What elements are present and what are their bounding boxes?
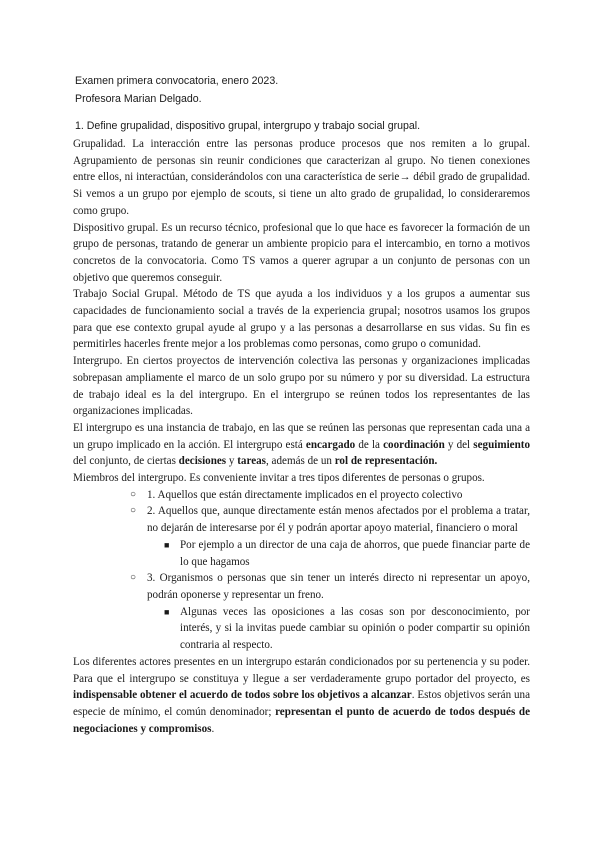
bold-acuerdo-objetivos: indispensable obtener el acuerdo de todos sobre los objetivos a alcanzar [73, 689, 412, 702]
circle-bullet-icon: ○ [130, 572, 137, 584]
bold-seguimiento: seguimiento [473, 438, 530, 451]
exam-header [75, 72, 535, 108]
professor-name: Profesora Marian Delgado. [75, 93, 202, 105]
text-run: El intergrupo es una instancia de trabajo, en las que se reúnen las personas que representan cada una a un grupo implicado en la acción. El intergrupo está [73, 421, 530, 451]
paragraph-actores [73, 654, 530, 738]
sub-list-item-text: Algunas veces las oposiciones a las cosas son por desconocimiento, por interés, y si la invitas puede cambiar su opinión o poder compartir su opinión contraria al respecto. [180, 605, 530, 652]
text-run: y [226, 455, 238, 468]
sub-list-item-text: Por ejemplo a un director de una caja de ahorros, que puede financiar parte de lo que hagamos [180, 538, 530, 568]
sub-list-item [147, 537, 530, 570]
bold-tareas: tareas [237, 455, 266, 468]
list-item [73, 570, 530, 654]
sub-list-item [147, 604, 530, 654]
circle-bullet-icon: ○ [130, 488, 137, 500]
bold-encargado: encargado [305, 438, 356, 451]
text-run: de la [355, 438, 384, 451]
paragraph-dispositivo-grupal: Dispositivo grupal. Es un recurso técnico, profesional que lo que hace es favorecer la formación de un grupo de personas, tratando de generar un ambiente propicio para el intercambio, en torno a motivos concretos de la convocatoria. Como TS vamos a querer agrupar a un conjunto de personas con un objetivo que queremos conseguir. [73, 221, 530, 284]
square-bullet-icon: ■ [164, 539, 170, 550]
text-run: . [211, 722, 215, 735]
text-run: Los diferentes actores presentes en un intergrupo estarán condicionados por su pertenencia y su poder. Para que el intergrupo se constituya y llegue a ser verdaderamente grupo portador del proyecto, es [73, 655, 530, 685]
bold-decisiones: decisiones [178, 455, 227, 468]
text-run: , además de un [266, 455, 335, 468]
paragraph-instancia [73, 420, 530, 470]
bold-rol-representacion: rol de representación. [334, 455, 438, 468]
square-bullet-icon: ■ [164, 606, 170, 617]
list-item-text: 3. Organismos o personas que sin tener un interés directo ni representar un apoyo, podrán oponerse y representar un freno. [147, 572, 530, 601]
list-item-text: 2. Aquellos que, aunque directamente están menos afectados por el problema a tratar, no dejarán de interesarse por él y podrán aportar apoyo material, financiero o moral [147, 505, 530, 535]
circle-bullet-icon: ○ [130, 505, 137, 517]
list-item [73, 503, 530, 570]
sub-list [147, 537, 530, 570]
paragraph-miembros: Miembros del intergrupo. Es conveniente invitar a tres tipos diferentes de personas o grupos. [73, 472, 485, 485]
sub-list [147, 604, 530, 654]
exam-title: Examen primera convocatoria, enero 2023. [75, 75, 279, 87]
bold-punto-acuerdo: representan el punto de acuerdo de todos después de negociaciones y compromisos [73, 705, 530, 735]
bold-coordinacion: coordinación [383, 438, 445, 451]
paragraph-grupalidad: Grupalidad. La interacción entre las personas produce procesos que nos remiten a lo grupal. Agrupamiento de personas sin reunir condiciones que caracterizan al grupo. No tienen conexiones entre ellos, ni interactúan, considerándolos con una característica de serie→ débil grado de grupalidad. Si vemos a un grupo por ejemplo de scouts, si tiene un alto grado de grupalidad, lo consideraremos como grupo. [73, 138, 530, 217]
text-run: y del [444, 438, 474, 451]
text-run: . Estos objetivos serán una especie de mínimo, el común denominador; [73, 689, 531, 718]
text-run: del conjunto, de ciertas [73, 455, 179, 468]
members-list [73, 487, 530, 654]
answer-body [73, 136, 530, 737]
list-item-text: 1. Aquellos que están directamente implicados en el proyecto colectivo [147, 488, 463, 501]
paragraph-trabajo-social-grupal: Trabajo Social Grupal. Método de TS que ayuda a los individuos y a los grupos a aumentar sus capacidades de funcionamiento social a través de la experiencia grupal; nosotros usamos los grupos para que ese contexto grupal ayude al grupo y a las personas a desarrollarse en sus vidas. Su fin es permitirles hacerles frente mejor a los problemas como personas, como grupo o comunidad. [73, 288, 530, 351]
list-item [73, 487, 530, 504]
question-1: 1. Define grupalidad, dispositivo grupal, intergrupo y trabajo social grupal. [75, 120, 421, 132]
paragraph-intergrupo: Intergrupo. En ciertos proyectos de intervención colectiva las personas y organizaciones implicadas sobrepasan ampliamente el marco de un solo grupo por su número y por su diversidad. La estructura de trabajo ideal es la del intergrupo. En el intergrupo se reúnen todos los representantes de las organizaciones implicadas. [73, 355, 530, 418]
